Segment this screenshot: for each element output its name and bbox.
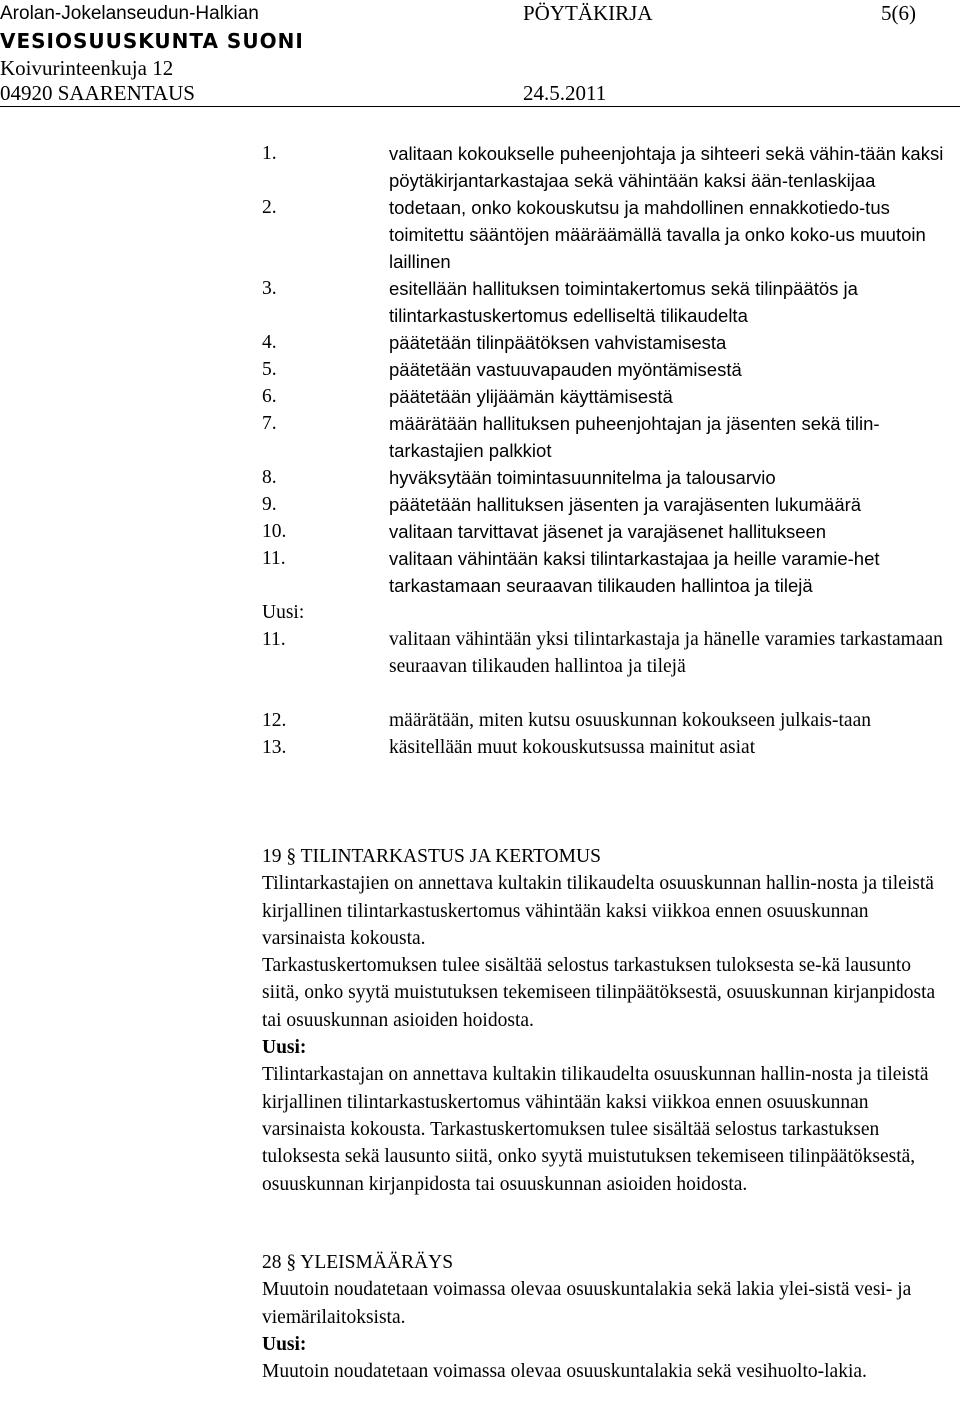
page-number: 5(6): [881, 1, 916, 25]
item-number: 11.: [262, 629, 286, 650]
list-item: [262, 275, 952, 329]
list-item: [262, 518, 952, 545]
item-number: 2.: [262, 197, 277, 218]
list-item: [262, 491, 952, 518]
item-number: 11.: [262, 548, 286, 569]
header-divider: [0, 106, 960, 107]
new-wording-label: Uusi:: [262, 1333, 307, 1355]
organization-brand: VESIOSUUSKUNTA SUONI: [0, 29, 304, 53]
paragraph: Muutoin noudatetaan voimassa olevaa osuuskuntalakia sekä vesihuolto-lakia.: [262, 1361, 867, 1383]
item-number: 9.: [262, 494, 277, 515]
item-number: 1.: [262, 143, 277, 164]
item-number: 7.: [262, 413, 277, 434]
section-19: [262, 843, 952, 1198]
item-text: valitaan kokoukselle puheenjohtaja ja sihteeri sekä vähin-tään kaksi pöytäkirjantarkastajaa sekä vähintään kaksi ään-tenlaskijaa: [389, 143, 944, 191]
address-street: Koivurinteenkuja 12: [0, 56, 174, 80]
list-item: [262, 545, 952, 599]
section-28: [262, 1249, 952, 1385]
item-text: päätetään ylijäämän käyttämisestä: [389, 386, 673, 407]
item-text: määrätään hallituksen puheenjohtajan ja jäsenten sekä tilin-tarkastajien palkkiot: [389, 413, 880, 461]
section-heading: 28 § YLEISMÄÄRÄYS: [262, 1252, 454, 1273]
item-text: määrätään, miten kutsu osuuskunnan kokoukseen julkais-taan: [389, 710, 871, 731]
list-item: [262, 734, 952, 761]
item-text: päätetään tilinpäätöksen vahvistamisesta: [389, 332, 727, 353]
list-item: [262, 626, 952, 680]
item-text: valitaan vähintään kaksi tilintarkastajaa ja heille varamie-het tarkastamaan seuraavan tilikauden hallintoa ja tilejä: [389, 548, 880, 596]
paragraph: Muutoin noudatetaan voimassa olevaa osuuskuntalakia sekä lakia ylei-sistä vesi- ja viemärilaitoksista.: [262, 1279, 912, 1328]
new-wording-label: Uusi:: [262, 602, 305, 623]
item-text: todetaan, onko kokouskutsu ja mahdollinen ennakkotiedo-tus toimitettu sääntöjen määräämällä tavalla ja onko koko-us muutoin laillinen: [389, 197, 926, 272]
item-number: 4.: [262, 332, 277, 353]
list-item: [262, 194, 952, 275]
address-postal: 04920 SAARENTAUS: [0, 81, 195, 105]
item-text: esitellään hallituksen toimintakertomus sekä tilinpäätös ja tilintarkastuskertomus edelliseltä tilikaudelta: [389, 278, 858, 326]
item-number: 12.: [262, 710, 287, 731]
item-number: 5.: [262, 359, 277, 380]
item-number: 6.: [262, 386, 277, 407]
item-number: 8.: [262, 467, 277, 488]
paragraph: Tilintarkastajien on annettava kultakin tilikaudelta osuuskunnan hallin-nosta ja tileistä kirjallinen tilintarkastuskertomus vähintään kaksi viikkoa ennen osuuskunnan varsinaista kokousta.: [262, 873, 934, 949]
item-text: valitaan tarvittavat jäsenet ja varajäsenet hallitukseen: [389, 521, 827, 542]
list-item: [262, 329, 952, 356]
item-text: päätetään vastuuvapauden myöntämisestä: [389, 359, 742, 380]
list-item: [262, 707, 952, 734]
list-item: [262, 356, 952, 383]
new-wording-label: Uusi:: [262, 1037, 307, 1059]
item-text: päätetään hallituksen jäsenten ja varajäsenten lukumäärä: [389, 494, 862, 515]
list-item: [262, 410, 952, 464]
document-date: 24.5.2011: [523, 81, 607, 105]
item-text: hyväksytään toimintasuunnitelma ja talousarvio: [389, 467, 776, 488]
item-number: 10.: [262, 521, 287, 542]
item-number: 3.: [262, 278, 277, 299]
item-text: valitaan vähintään yksi tilintarkastaja ja hänelle varamies tarkastamaan seuraavan tilikauden hallintoa ja tilejä: [389, 629, 943, 677]
list-item: [262, 383, 952, 410]
list-item: [262, 464, 952, 491]
paragraph: Tilintarkastajan on annettava kultakin tilikaudelta osuuskunnan hallin-nosta ja tileistä kirjallinen tilintarkastuskertomus vähintään kaksi viikkoa ennen osuuskunnan varsinaista kokousta. Tarkastuskertomuksen tulee sisältää selostus tarkastuksen tuloksesta sekä lausunto siitä, onko syytä muistutuksen tekemiseen tilinpäätöksestä, osuuskunnan kirjanpidosta tai osuuskunnan asioiden hoidosta.: [262, 1064, 929, 1195]
list-item: [262, 140, 952, 194]
organization-name: Arolan-Jokelanseudun-Halkian: [0, 3, 259, 24]
item-text: käsitellään muut kokouskutsussa mainitut asiat: [389, 737, 756, 758]
document-type: PÖYTÄKIRJA: [523, 1, 653, 25]
item-number: 13.: [262, 737, 287, 758]
spacer: [262, 680, 952, 707]
agenda-list: [262, 140, 952, 761]
section-heading: 19 § TILINTARKASTUS JA KERTOMUS: [262, 846, 601, 867]
paragraph: Tarkastuskertomuksen tulee sisältää selostus tarkastuksen tuloksesta se-kä lausunto siitä, onko syytä muistutuksen tekemiseen tilinpäätöksestä, osuuskunnan kirjanpidosta tai osuuskunnan asioiden hoidosta.: [262, 955, 936, 1031]
